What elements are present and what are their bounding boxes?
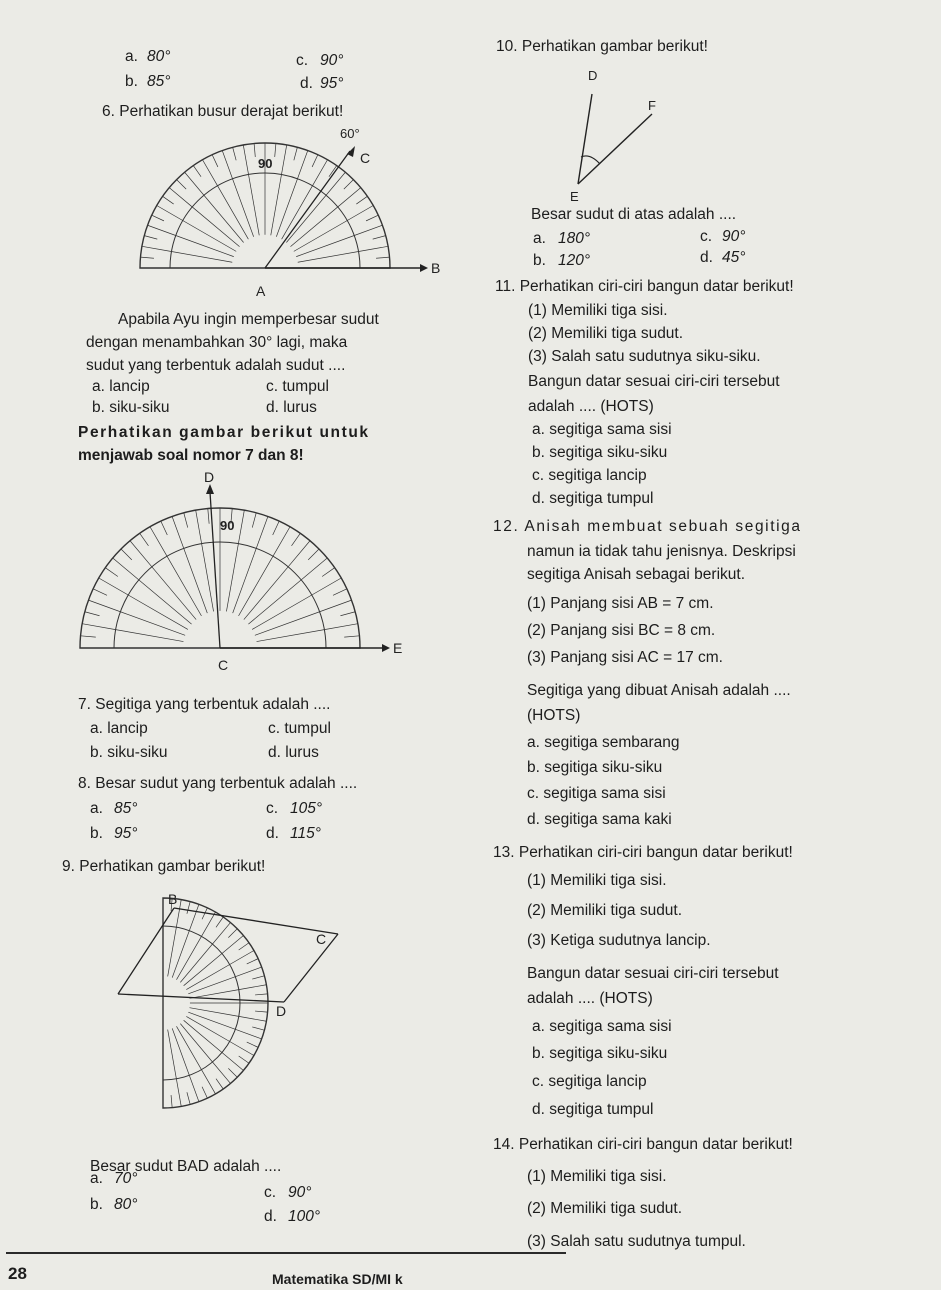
fig78-arrow-e <box>382 644 390 652</box>
protractor-tick <box>359 246 389 251</box>
q10-point-d: D <box>588 68 598 83</box>
protractor-tick <box>196 510 202 543</box>
q10-option-d-value: 45° <box>722 249 746 266</box>
protractor-tick <box>354 225 382 235</box>
protractor-guide <box>226 544 238 612</box>
q6-ray-ac <box>265 151 350 268</box>
protractor-guide <box>282 186 313 239</box>
protractor-tick <box>163 196 174 204</box>
protractor-tick <box>333 589 347 595</box>
q13-text-line1: Bangun datar sesuai ciri-ciri tersebut <box>527 965 779 982</box>
q12-text-line1: Segitiga yang dibuat Anisah adalah .... <box>527 682 791 699</box>
q7-option-d: d. lurus <box>268 744 319 761</box>
q11-item-1: (1) Memiliki tiga sisi. <box>528 302 668 319</box>
protractor-tick <box>228 929 237 938</box>
protractor-guide <box>202 544 214 612</box>
protractor-tick <box>172 516 184 548</box>
q10-option-b-value: 120° <box>558 252 591 269</box>
protractor-guide <box>218 186 249 239</box>
fig78-point-c: C <box>218 657 229 673</box>
protractor-tick <box>88 600 120 612</box>
protractor-tick <box>184 513 188 528</box>
q9-option-b-value: 80° <box>114 1196 138 1213</box>
q12-option-b: b. segitiga siku-siku <box>527 759 663 776</box>
q9-quadrilateral <box>118 908 338 1002</box>
q7-option-c: c. tumpul <box>268 720 331 737</box>
q12-line3: segitiga Anisah sebagai berikut. <box>527 566 746 583</box>
q6-point-a: A <box>256 283 266 299</box>
protractor-tick <box>152 215 164 221</box>
protractor-guide <box>184 954 222 986</box>
q9-protractor-figure <box>88 886 358 1126</box>
protractor-guide <box>184 548 208 613</box>
protractor-guide <box>176 1026 201 1069</box>
protractor-tick <box>312 155 318 167</box>
protractor-tick <box>216 917 223 927</box>
protractor-tick <box>82 624 115 630</box>
protractor-tick <box>185 172 204 195</box>
q6-text-line2: dengan menambahkan 30° lagi, maka <box>86 334 348 351</box>
protractor-tick <box>273 527 290 556</box>
q12-line2: namun ia tidak tahu jenisnya. Deskripsi <box>527 543 796 560</box>
protractor-tick <box>281 145 286 175</box>
protractor-tick <box>376 257 389 258</box>
protractor-tick <box>322 568 335 577</box>
q9-option-b-label: b. <box>90 1196 103 1213</box>
q12-option-a: a. segitiga sembarang <box>527 734 680 751</box>
protractor-tick <box>347 206 373 221</box>
q10-point-e: E <box>570 189 579 204</box>
protractor-tick <box>356 196 367 204</box>
protractor-tick <box>235 967 261 977</box>
protractor-tick <box>140 257 153 258</box>
fig78-arrow-d <box>206 484 214 494</box>
q8-option-c-label: c. <box>266 800 279 817</box>
protractor-tick <box>228 1068 237 1077</box>
q7-title: 7. Segitiga yang terbentuk adalah .... <box>78 696 331 713</box>
protractor-tick <box>212 155 218 167</box>
fig78-protractor-figure <box>70 470 410 680</box>
q9-point-b: B <box>168 891 178 907</box>
q6-option-c: c. tumpul <box>266 378 329 395</box>
q10-angle-arc <box>581 156 600 164</box>
q13-option-c: c. segitiga lancip <box>532 1073 647 1090</box>
protractor-guide <box>192 207 239 247</box>
protractor-guide <box>167 556 201 616</box>
q6-title: 6. Perhatikan busur derajat berikut! <box>102 103 344 120</box>
protractor-tick <box>222 1052 243 1070</box>
q14-title: 14. Perhatikan ciri-ciri bangun datar berikut! <box>493 1136 793 1153</box>
protractor-tick <box>252 976 264 979</box>
protractor-guide <box>184 1020 222 1052</box>
q10-title: 10. Perhatikan gambar berikut! <box>496 38 708 55</box>
protractor-tick <box>142 246 172 251</box>
q13-text-line2: adalah .... (HOTS) <box>527 990 653 1007</box>
protractor-tick <box>366 215 378 221</box>
q5-option-c-value: 90° <box>320 52 344 69</box>
q11-text-line2: adalah .... (HOTS) <box>528 398 654 415</box>
q12-item-1: (1) Panjang sisi AB = 7 cm. <box>527 595 714 612</box>
q11-option-b: b. segitiga siku-siku <box>532 444 668 461</box>
protractor-tick <box>254 143 255 156</box>
protractor-tick <box>85 612 100 616</box>
q6-option-b: b. siku-siku <box>92 399 170 416</box>
protractor-tick <box>273 521 279 535</box>
protractor-guide <box>176 936 201 979</box>
q10-point-f: F <box>648 98 656 113</box>
q12-option-d: d. segitiga sama kaki <box>527 811 672 828</box>
protractor-tick <box>252 1027 264 1030</box>
q6-point-c: C <box>360 150 371 166</box>
q8-option-d-label: d. <box>266 825 279 842</box>
protractor-guide <box>255 612 320 636</box>
protractor-tick <box>340 612 355 616</box>
protractor-guide <box>186 965 229 990</box>
protractor-tick <box>150 527 167 556</box>
q8-title: 8. Besar sudut yang terbentuk adalah .... <box>78 775 358 792</box>
protractor-tick <box>301 558 327 580</box>
protractor-tick <box>297 151 307 179</box>
protractor-guide <box>186 1016 229 1041</box>
protractor-tick <box>233 147 236 160</box>
protractor-tick <box>113 558 139 580</box>
protractor-tick <box>140 533 149 546</box>
q10-option-c-label: c. <box>700 228 713 245</box>
protractor-tick <box>212 1062 230 1083</box>
protractor-tick <box>239 1056 249 1063</box>
protractor-guide <box>152 567 196 620</box>
protractor-tick <box>203 160 218 186</box>
protractor-tick <box>161 521 167 535</box>
protractor-guide <box>248 580 301 624</box>
q6-text-line3: sudut yang terbentuk adalah sudut .... <box>86 357 346 374</box>
protractor-tick <box>344 180 354 190</box>
q11-text-line1: Bangun datar sesuai ciri-ciri tersebut <box>528 373 780 390</box>
q13-title: 13. Perhatikan ciri-ciri bangun datar berikut! <box>493 844 793 861</box>
q11-title: 11. Perhatikan ciri-ciri bangun datar berikut! <box>495 278 794 295</box>
q11-option-d: d. segitiga tumpul <box>532 490 654 507</box>
protractor-tick <box>216 1079 223 1089</box>
protractor-tick <box>177 180 187 190</box>
fig78-title-line1: Perhatikan gambar berikut untuk <box>78 424 370 441</box>
fig78-ray-cd <box>210 492 220 648</box>
protractor-guide <box>180 1024 212 1062</box>
protractor-tick <box>187 1092 190 1104</box>
protractor-tick <box>169 188 192 207</box>
protractor-guide <box>116 630 184 642</box>
fig78-point-e: E <box>393 640 403 656</box>
protractor-tick <box>373 236 386 239</box>
q8-option-b-value: 95° <box>114 825 138 842</box>
q7-option-a: a. lancip <box>90 720 148 737</box>
protractor-tick <box>308 549 319 560</box>
protractor-tick <box>312 578 341 595</box>
protractor-tick <box>243 145 248 175</box>
q11-item-3: (3) Salah satu sudutnya siku-siku. <box>528 348 761 365</box>
protractor-tick <box>157 206 183 221</box>
protractor-guide <box>128 595 188 629</box>
footer-rule <box>6 1252 566 1254</box>
protractor-tick <box>189 904 199 930</box>
protractor-tick <box>193 166 201 177</box>
protractor-tick <box>208 509 209 524</box>
protractor-guide <box>233 548 257 613</box>
q6-option-a: a. lancip <box>92 378 150 395</box>
protractor-guide <box>180 944 212 982</box>
protractor-tick <box>247 1042 258 1047</box>
q6-label-60: 60° <box>340 126 360 141</box>
q11-option-a: a. segitiga sama sisi <box>532 421 672 438</box>
footer-book-title: Matematika SD/MI k <box>272 1271 403 1287</box>
q13-item-2: (2) Memiliki tiga sudut. <box>527 902 683 919</box>
q9-option-d-label: d. <box>264 1208 277 1225</box>
protractor-guide <box>294 221 347 252</box>
protractor-tick <box>189 1075 199 1101</box>
protractor-guide <box>252 595 312 629</box>
protractor-guide <box>239 556 273 616</box>
protractor-guide <box>244 567 288 620</box>
protractor-guide <box>139 580 192 624</box>
q5-option-a-label: a. <box>125 48 138 65</box>
protractor-tick <box>222 151 232 179</box>
q10-option-a-label: a. <box>533 230 546 247</box>
protractor-tick <box>99 578 128 595</box>
protractor-tick <box>313 160 328 186</box>
protractor-tick <box>238 510 244 543</box>
q10-angle-figure <box>560 64 670 204</box>
q8-option-c-value: 105° <box>290 800 323 817</box>
q9-question: Besar sudut BAD adalah .... <box>90 1158 282 1175</box>
protractor-tick <box>247 959 258 964</box>
protractor-tick <box>171 1095 172 1108</box>
q8-option-a-value: 85° <box>114 800 138 817</box>
q5-option-a-value: 80° <box>147 48 171 65</box>
q10-question: Besar sudut di atas adalah .... <box>531 206 737 223</box>
protractor-tick <box>239 1016 267 1021</box>
q11-item-2: (2) Memiliki tiga sudut. <box>528 325 684 342</box>
q9-title: 9. Perhatikan gambar berikut! <box>62 858 266 875</box>
page-number: 28 <box>8 1264 27 1283</box>
protractor-tick <box>235 1029 261 1039</box>
q10-ray-ed <box>578 94 592 184</box>
protractor-tick <box>144 236 157 239</box>
q10-option-c-value: 90° <box>722 228 746 245</box>
q14-item-2: (2) Memiliki tiga sudut. <box>527 1200 683 1217</box>
q11-option-c: c. segitiga lancip <box>532 467 647 484</box>
protractor-tick <box>202 1087 207 1098</box>
protractor-tick <box>148 225 176 235</box>
protractor-tick <box>255 1011 268 1012</box>
protractor-tick <box>81 636 96 637</box>
protractor-tick <box>239 985 267 990</box>
protractor-guide <box>290 207 337 247</box>
q13-item-3: (3) Ketiga sudutnya lancip. <box>527 932 711 949</box>
q8-option-a-label: a. <box>90 800 103 817</box>
q9-option-a-value: 70° <box>114 1170 138 1187</box>
q6-option-d: d. lurus <box>266 399 317 416</box>
protractor-tick <box>326 172 345 195</box>
q5-option-b-label: b. <box>125 73 138 90</box>
protractor-tick <box>212 923 230 944</box>
protractor-tick <box>294 147 297 160</box>
protractor-tick <box>176 1079 181 1107</box>
protractor-tick <box>320 600 352 612</box>
q14-item-1: (1) Memiliki tiga sisi. <box>527 1168 667 1185</box>
fig78-protractor-90: 90 <box>220 518 235 533</box>
q10-option-b-label: b. <box>533 252 546 269</box>
fig78-point-d: D <box>204 469 215 485</box>
protractor-tick <box>344 636 359 637</box>
q9-protractor <box>163 898 268 1108</box>
q12-item-3: (3) Panjang sisi AC = 17 cm. <box>527 649 723 666</box>
protractor-tick <box>130 541 152 567</box>
q12-item-2: (2) Panjang sisi BC = 8 cm. <box>527 622 716 639</box>
q12-option-c: c. segitiga sama sisi <box>527 785 666 802</box>
q6-point-b: B <box>431 260 441 276</box>
protractor-tick <box>256 516 268 548</box>
protractor-tick <box>324 624 357 630</box>
protractor-tick <box>288 541 310 567</box>
protractor-guide <box>286 195 326 242</box>
q5-option-b-value: 85° <box>147 73 171 90</box>
q5-option-d-label: d. <box>300 75 313 92</box>
q8-option-b-label: b. <box>90 825 103 842</box>
protractor-tick <box>255 994 268 995</box>
q10-option-a-value: 180° <box>558 230 591 247</box>
q12-title: 12. Anisah membuat sebuah segitiga <box>493 518 802 535</box>
q13-option-d: d. segitiga tumpul <box>532 1101 654 1118</box>
protractor-tick <box>252 513 256 528</box>
protractor-guide <box>257 630 325 642</box>
q5-option-c-label: c. <box>296 52 309 69</box>
q10-option-d-label: d. <box>700 249 713 266</box>
protractor-guide <box>204 195 244 242</box>
protractor-tick <box>338 188 361 207</box>
protractor-guide <box>120 612 185 636</box>
protractor-tick <box>105 568 118 577</box>
q9-option-a-label: a. <box>90 1170 103 1187</box>
fig78-title-line2: menjawab soal nomor 7 dan 8! <box>78 447 304 464</box>
q9-point-c: C <box>316 931 327 947</box>
q5-option-d-value: 95° <box>320 75 344 92</box>
q12-text-line2: (HOTS) <box>527 707 581 724</box>
protractor-tick <box>222 936 243 954</box>
q9-point-d: D <box>276 1003 287 1019</box>
q13-option-b: b. segitiga siku-siku <box>532 1045 668 1062</box>
protractor-guide <box>183 221 236 252</box>
q6-arrow-b <box>420 264 428 272</box>
q9-option-c-label: c. <box>264 1184 277 1201</box>
q6-text-line1: Apabila Ayu ingin memperbesar sudut <box>118 311 379 328</box>
q6-arrow-c <box>347 146 355 157</box>
q6-protractor-figure <box>120 118 440 308</box>
q14-item-3: (3) Salah satu sudutnya tumpul. <box>527 1233 746 1250</box>
q13-item-1: (1) Memiliki tiga sisi. <box>527 872 667 889</box>
q7-option-b: b. siku-siku <box>90 744 168 761</box>
q9-option-c-value: 90° <box>288 1184 312 1201</box>
protractor-tick <box>187 902 190 914</box>
protractor-tick <box>93 589 107 595</box>
protractor-tick <box>239 943 249 950</box>
q10-ray-ef <box>578 114 652 184</box>
q13-option-a: a. segitiga sama sisi <box>532 1018 672 1035</box>
q9-option-d-value: 100° <box>288 1208 321 1225</box>
protractor-tick <box>275 143 276 156</box>
q6-protractor-90: 90 <box>258 156 273 171</box>
protractor-tick <box>292 533 301 546</box>
q8-option-d-value: 115° <box>290 825 321 842</box>
protractor-tick <box>121 549 132 560</box>
